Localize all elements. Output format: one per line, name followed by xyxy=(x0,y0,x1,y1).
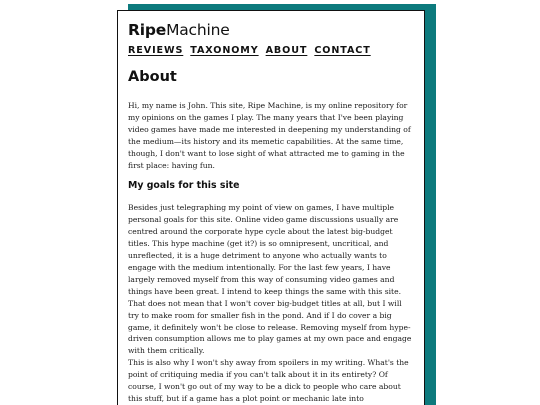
intro-paragraph: Hi, my name is John. This site, Ripe Machine, is my online repository for my opinions on the games I play. The many years that I've been playing video games have made me interested in deepening my understanding of the medium—its history and its memetic capabilities. At the same time, though, I don't want to lose sight of what attracted me to gaming in the first place: having fun. xyxy=(128,101,411,170)
page-card xyxy=(117,10,425,405)
main-nav xyxy=(128,45,414,56)
section-heading-goals: My goals for this site xyxy=(128,180,240,192)
site-logo[interactable] xyxy=(128,21,414,39)
nav-link-reviews[interactable]: REVIEWS xyxy=(128,45,184,56)
logo-machine-text: Machine xyxy=(166,21,230,39)
spoilers-paragraph: This is also why I won't shy away from spoilers in my writing. What's the point of critiquing media if you can't talk about it in its entirety? Of course, I won't go out of my way to be a dick to people who care about this stuff, but if a game has a plot point or mechanic late into xyxy=(128,358,409,403)
nav-link-contact[interactable]: CONTACT xyxy=(314,45,371,56)
goals-paragraph: Besides just telegraphing my point of view on games, I have multiple personal goals for this site. Online video game discussions usually are centred around the corporate hype cycle about the latest big-budget titles. This hype machine (get it?) is so omnipresent, uncritical, and unreflected, it is a huge detriment to anyone who actually wants to engage with the medium intentionally. For the last few years, I have largely removed myself from this way of consuming video games and things have been great. I intend to keep things the same with this site. That does not mean that I won't cover big-budget titles at all, but I will try to make room for smaller fish in the pond. And if I do cover a big game, it definitely won't be close to release. Removing myself from hype-driven consumption allows me to play games at my own pace and engage with them critically. xyxy=(128,203,412,356)
page-title: About xyxy=(128,69,177,85)
logo-ripe-text: Ripe xyxy=(128,21,167,39)
nav-link-about[interactable]: ABOUT xyxy=(265,45,308,56)
nav-link-taxonomy[interactable]: TAXONOMY xyxy=(190,45,259,56)
